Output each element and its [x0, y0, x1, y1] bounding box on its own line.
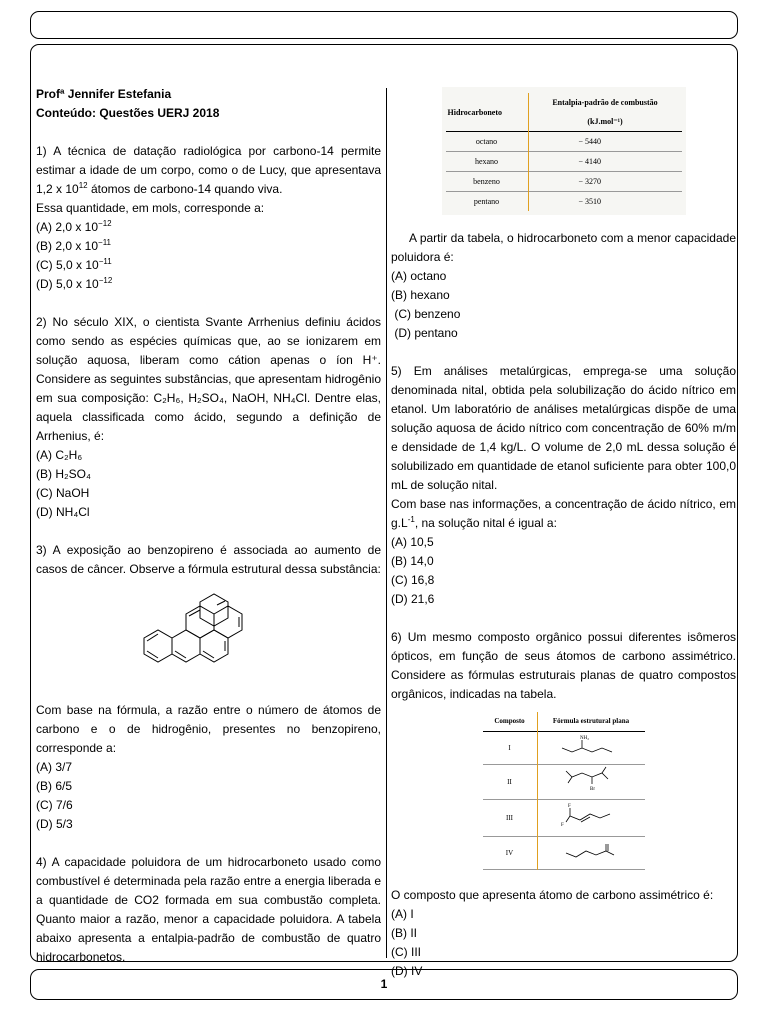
option[interactable]: (D) NH₄Cl — [36, 505, 90, 519]
table-cell: hexano — [446, 152, 529, 172]
option[interactable]: (A) octano — [391, 269, 447, 283]
option[interactable]: (D) 5,0 x $10^{-12}$ — [36, 276, 113, 291]
option[interactable]: (A) I — [391, 907, 414, 921]
question-1-prompt: Essa quantidade, em mols, corresponde a: — [36, 201, 265, 215]
question-4-prompt: A partir da tabela, o hidrocarboneto com a menor capacidade poluidora é: — [391, 231, 736, 264]
table-cell: − 3270 — [578, 177, 602, 186]
br-label: Br — [589, 787, 595, 791]
question-5: 5) Em análises metalúrgicas, emprega-se uma solução denominada nital, obtida pela solubilização do ácido nítrico em etanol. Um laboratório de análises metalúrgicas dispõe de uma solução aquosa de ácido nítrico com concentração de 60% m/m e densidade de 1,4 kg/L. O volume de 2,0 mL dessa solução é solubilizado em quantidade de etanol suficiente para obter 100,0 mL de solução nital. — [391, 364, 736, 492]
table-header: Composto — [483, 712, 538, 732]
option[interactable]: (C) 16,8 — [391, 573, 435, 587]
structure-i-drawing — [540, 732, 640, 756]
author: Profª Jennifer Estefania — [36, 87, 172, 101]
table-cell: pentano — [446, 192, 529, 212]
header-box — [30, 11, 738, 39]
question-3: 3) A exposição ao benzopireno é associada ao aumento de casos de câncer. Observe a fórmula estrutural dessa substância: — [36, 543, 381, 576]
table-cell: I — [483, 732, 538, 765]
option[interactable]: (B) 2,0 x $10^{-11}$ — [36, 238, 112, 253]
table-cell: − 3510 — [578, 197, 602, 206]
enthalpy-table — [442, 87, 686, 215]
structure-i — [537, 732, 645, 765]
option[interactable]: (D) 5/3 — [36, 817, 73, 831]
question-1: 1) A técnica de datação radiológica por carbono-14 permite estimar a idade de um corpo, como o de Lucy, que apresentava 1,2 x $10^{12}$ átomos de carbono-14 quando viva. — [36, 144, 381, 196]
structure-ii — [537, 765, 645, 800]
table-cell: octano — [446, 132, 529, 152]
table-cell: − 5440 — [578, 137, 602, 146]
option[interactable]: (C) 5,0 x $10^{-11}$ — [36, 257, 112, 272]
option[interactable]: (D) 21,6 — [391, 592, 435, 606]
content-title: Conteúdo: Questões UERJ 2018 — [36, 106, 220, 120]
option[interactable]: (C) III — [391, 945, 421, 959]
structure-iv — [537, 837, 645, 870]
table-header: Entalpia-padrão de combustão (kJ.mol⁻¹) — [552, 98, 658, 126]
structure-iii — [537, 800, 645, 837]
option[interactable]: (C) 7/6 — [36, 798, 73, 812]
option[interactable]: (B) 6/5 — [36, 779, 73, 793]
question-4: 4) A capacidade poluidora de um hidrocarboneto usado como combustível é determinada pela razão entre a energia liberada e a quantidade de CO2 formada em sua combustão completa. Quanto maior a razão, menor a capacidade poluidora. A tabela abaixo apresenta a entalpia-padrão de combustão de quatro hidrocarbonetos. — [36, 855, 381, 964]
structures-table — [483, 712, 645, 870]
column-divider — [386, 88, 387, 958]
table-cell: II — [483, 765, 538, 800]
benzopyrene-structure — [124, 583, 294, 693]
footer-box — [30, 969, 738, 1000]
option[interactable]: (A) C₂H₆ — [36, 448, 83, 462]
option[interactable]: (B) hexano — [391, 288, 450, 302]
option[interactable]: (A) 10,5 — [391, 535, 434, 549]
option[interactable]: (C) benzeno — [391, 307, 461, 321]
table-cell: IV — [483, 837, 538, 870]
option[interactable]: (B) H₂SO₄ — [36, 467, 91, 481]
question-2: 2) No século XIX, o cientista Svante Arrhenius definiu ácidos como sendo as espécies químicas que, ao se ionizarem em solução aquosa, liberam como cátion apenas o íon H⁺. Considere as seguintes substâncias, que apresentam hidrogênio em sua composição: C₂H₆, H₂SO₄, NaOH, NH₄Cl. Dentre elas, aquela classificada como ácido, segundo a definição de Arrhenius, é: — [36, 315, 381, 443]
f-label-bottom: F — [560, 823, 564, 828]
option[interactable]: (B) 14,0 — [391, 554, 434, 568]
table-header: Fórmula estrutural plana — [552, 717, 630, 725]
left-column — [36, 85, 381, 967]
right-column — [391, 87, 736, 981]
option[interactable]: (A) 3/7 — [36, 760, 73, 774]
table-cell: III — [483, 800, 538, 837]
option[interactable]: (B) II — [391, 926, 417, 940]
structure-ii-drawing — [540, 765, 640, 791]
table-cell: − 4140 — [578, 157, 602, 166]
page-number: 1 — [380, 977, 388, 991]
f-label-top: F — [567, 804, 571, 809]
option[interactable]: (C) NaOH — [36, 486, 90, 500]
option[interactable]: (D) pentano — [391, 326, 458, 340]
question-6: 6) Um mesmo composto orgânico possui diferentes isômeros ópticos, em função de seus átomos de carbono assimétrico. Considere as fórmulas estruturais planas de quatro compostos orgânicos, indicadas na tabela. — [391, 630, 736, 701]
question-3-prompt: Com base na fórmula, a razão entre o número de átomos de carbono e o de hidrogênio, presentes no benzopireno, corresponde a: — [36, 703, 381, 755]
table-header: Hidrocarboneto — [446, 93, 529, 132]
structure-iii-drawing — [540, 800, 640, 828]
option[interactable]: (A) 2,0 x $10^{-12}$ — [36, 219, 112, 234]
table-cell: benzeno — [446, 172, 529, 192]
nh2-label: NH₂ — [579, 736, 589, 741]
option[interactable]: (D) IV — [391, 964, 423, 978]
structure-iv-drawing — [540, 837, 640, 861]
question-5-prompt: Com base nas informações, a concentração de ácido nítrico, em $g.L^{-1}$, na solução nital é igual a: — [391, 497, 736, 530]
question-6-prompt: O composto que apresenta átomo de carbono assimétrico é: — [391, 888, 714, 902]
